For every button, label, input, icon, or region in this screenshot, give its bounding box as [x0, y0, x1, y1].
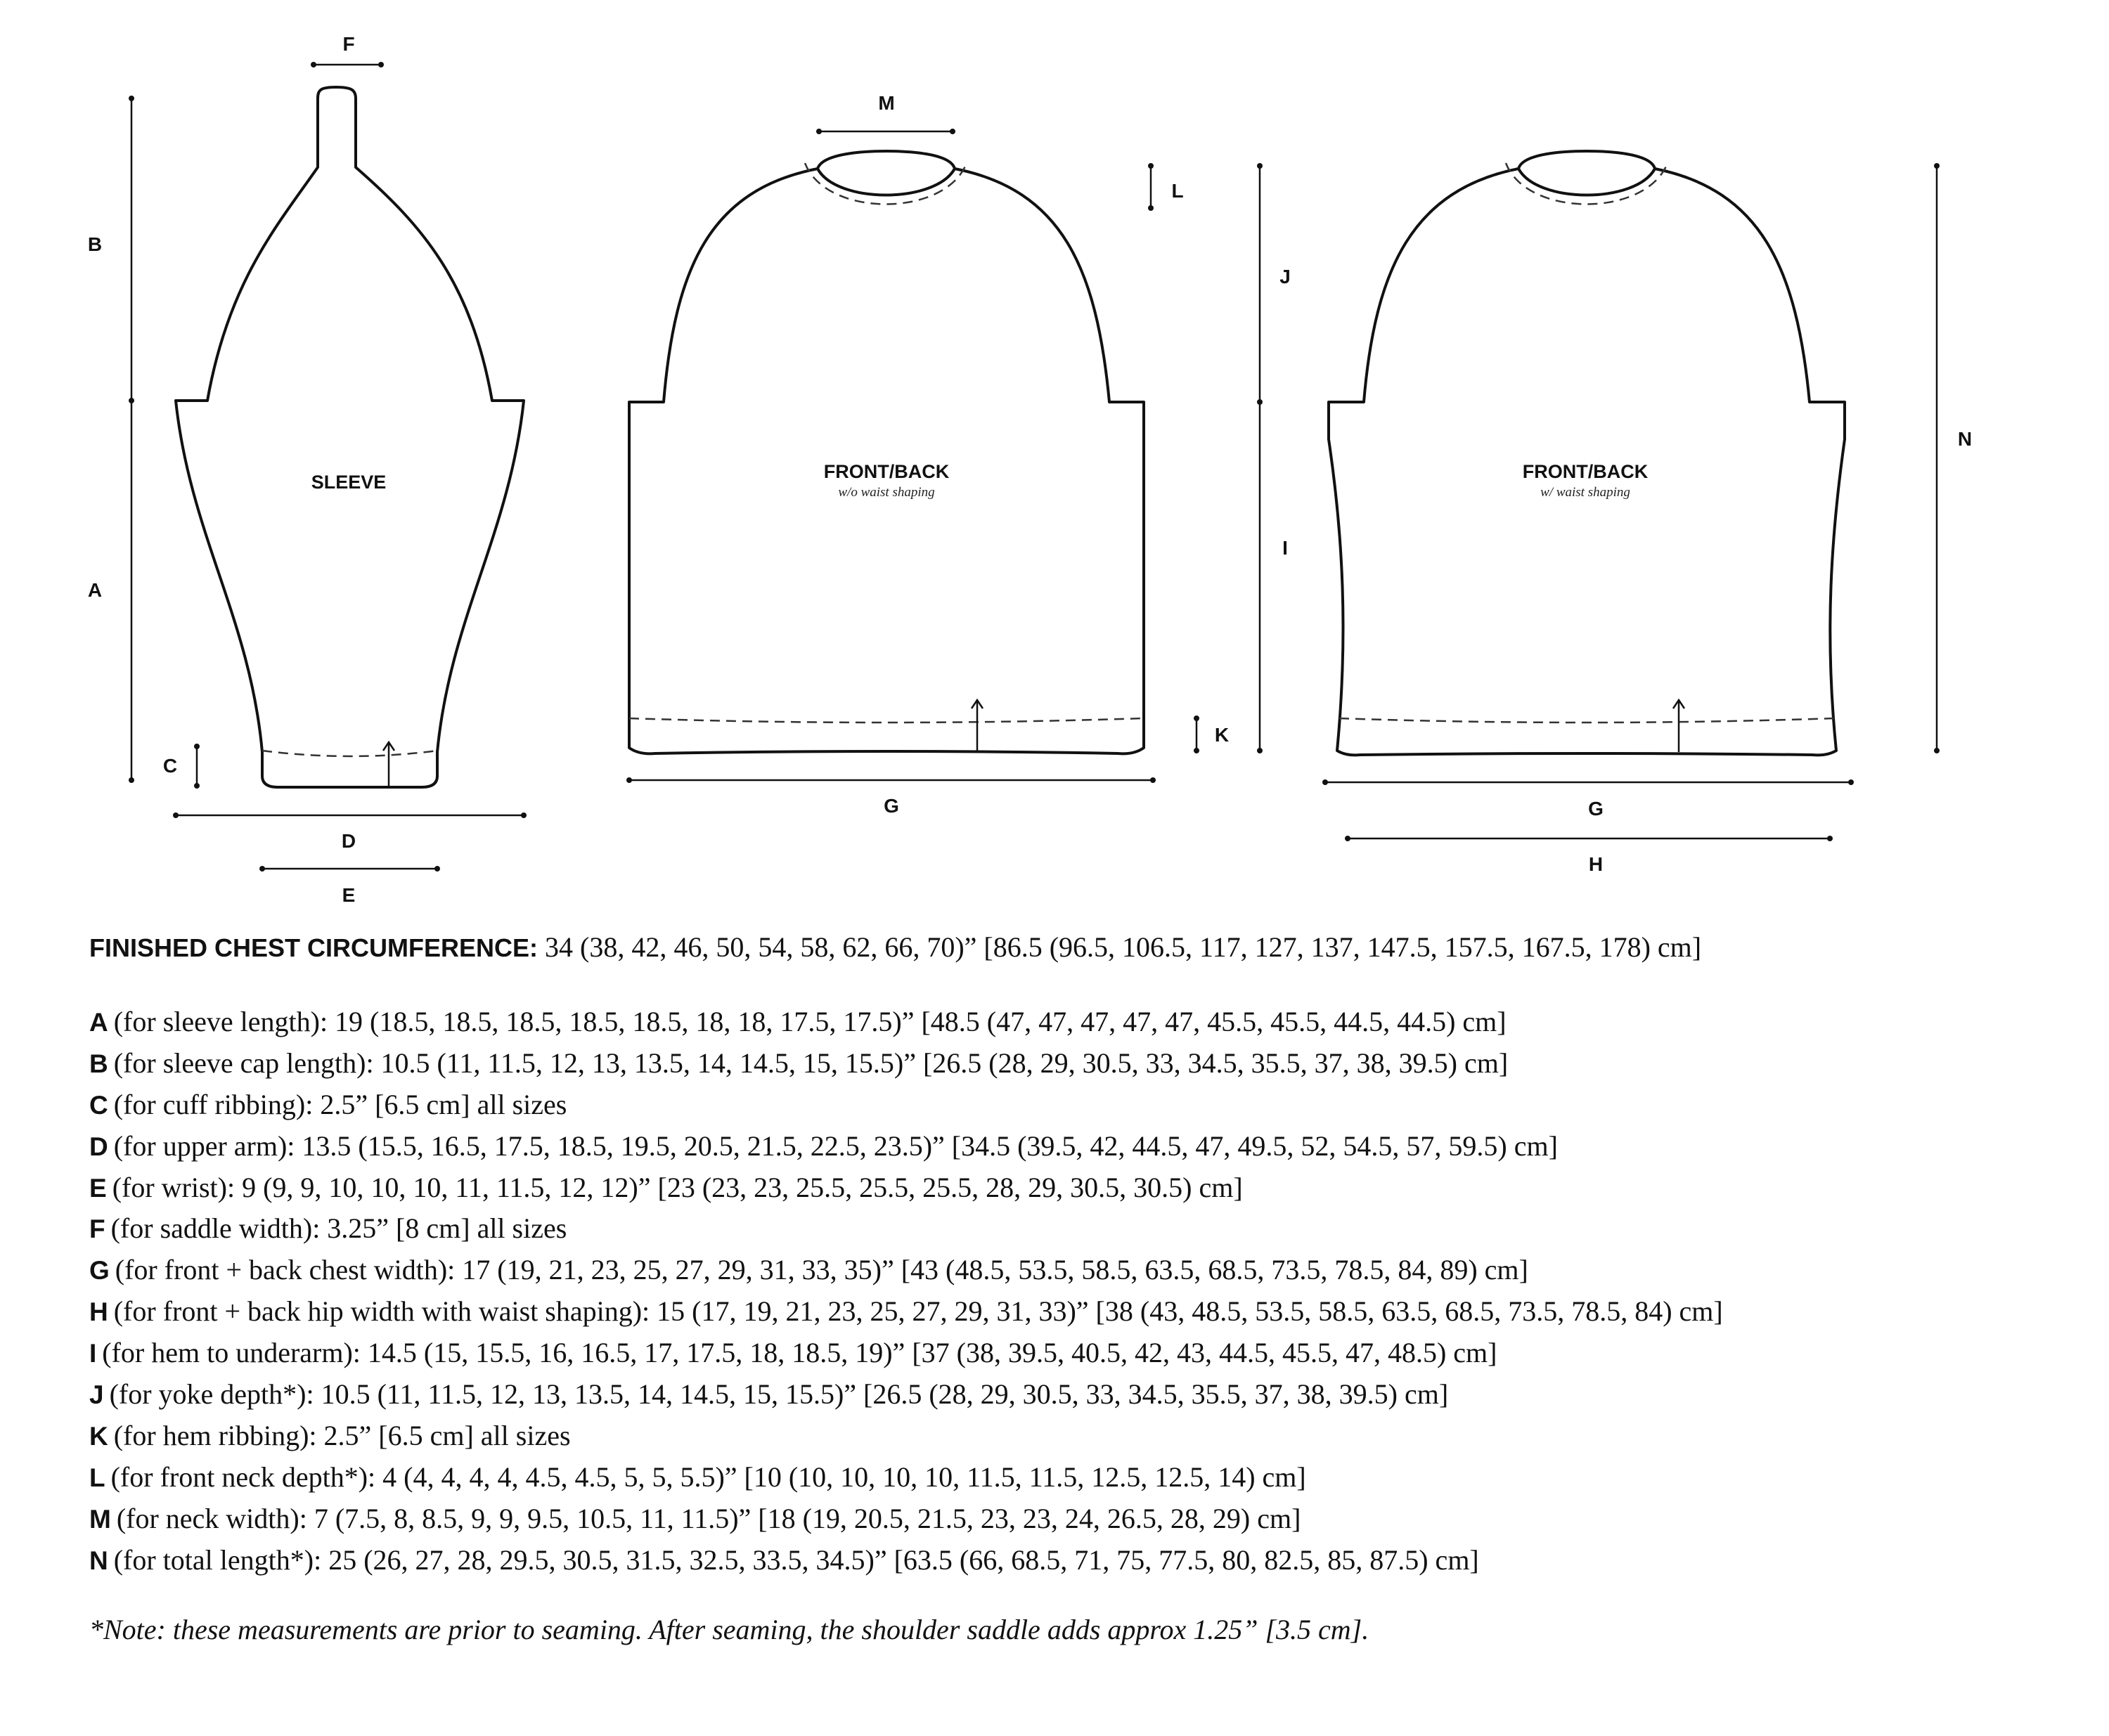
measurement-row: [89, 1457, 2100, 1498]
measurement-text: (for cuff ribbing): 2.5” [6.5 cm] all sizes: [113, 1088, 567, 1120]
dim-label-N: N: [1957, 428, 1973, 450]
dim-label-D: D: [341, 830, 356, 852]
body-plain-subtitle: w/o waist shaping: [838, 485, 935, 500]
measurement-key: A: [89, 1008, 108, 1037]
dim-label-C: C: [162, 755, 178, 777]
dim-label-L: L: [1171, 180, 1184, 202]
body-waist-subtitle: w/ waist shaping: [1540, 485, 1630, 500]
measurement-key: D: [89, 1132, 108, 1161]
neck-ribbing-waist: [1506, 163, 1668, 205]
measurement-key: L: [89, 1463, 105, 1492]
measurement-key: C: [89, 1090, 108, 1120]
dim-label-K: K: [1214, 724, 1230, 746]
measurement-key: N: [89, 1546, 108, 1575]
measurement-row: [89, 1208, 2100, 1250]
dim-label-F: F: [342, 33, 355, 55]
measurement-key: H: [89, 1297, 108, 1327]
neckline-plain: [818, 169, 955, 195]
chest-circumference: [89, 926, 2100, 969]
body-plain-title: FRONT/BACK: [823, 461, 950, 482]
measurements-section: [89, 926, 2100, 1651]
front-back-plain-piece: [629, 151, 1144, 753]
dim-label-E: E: [342, 884, 356, 906]
sleeve-title: SLEEVE: [311, 472, 387, 493]
measurement-row: [89, 1540, 2100, 1581]
measurement-row: [89, 1084, 2100, 1126]
measurement-row: [89, 1333, 2100, 1374]
measurement-key: E: [89, 1173, 107, 1203]
measurement-row: [89, 1126, 2100, 1167]
measurement-key: F: [89, 1214, 105, 1244]
measurement-text: (for hem ribbing): 2.5” [6.5 cm] all sizes: [113, 1419, 571, 1451]
dim-label-H: H: [1588, 853, 1604, 875]
measurement-text: (for sleeve length): 19 (18.5, 18.5, 18.5, 18.5, 18.5, 18, 18, 17.5, 17.5)” [48.5 (47, 47, 47, 47, 47, 45.5, 45.5, 44.5, 44.5) cm]: [113, 1006, 1507, 1037]
hem-ribbing-plain: [629, 718, 1144, 723]
front-back-waist-piece: [1329, 151, 1845, 755]
measurement-text: (for wrist): 9 (9, 9, 10, 10, 10, 11, 11.5, 12, 12)” [23 (23, 23, 25.5, 25.5, 25.5, 28, 29, 30.5, 30.5) cm]: [112, 1171, 1243, 1203]
sleeve-piece: [176, 87, 524, 787]
measurement-text: (for sleeve cap length): 10.5 (11, 11.5, 12, 13, 13.5, 14, 14.5, 15, 15.5)” [26.5 (28, 29, 30.5, 33, 34.5, 35.5, 37, 38, 39.5) cm]: [113, 1047, 1509, 1079]
dim-label-G-waist: G: [1588, 798, 1604, 820]
measurement-text: (for total length*): 25 (26, 27, 28, 29.5, 30.5, 31.5, 32.5, 33.5, 34.5)” [63.5 (66, 68.5, 71, 75, 77.5, 80, 82.5, 85, 87.5) cm]: [113, 1543, 1479, 1576]
measurement-key: G: [89, 1256, 110, 1285]
chest-label: FINISHED CHEST CIRCUMFERENCE:: [89, 933, 538, 962]
measurement-text: (for neck width): 7 (7.5, 8, 8.5, 9, 9, 9.5, 10.5, 11, 11.5)” [18 (19, 20.5, 21.5, 23, 23, 24, 26.5, 28, 29) cm]: [116, 1502, 1301, 1534]
measurement-row: [89, 1291, 2100, 1333]
measurement-text: (for upper arm): 13.5 (15.5, 16.5, 17.5, 18.5, 19.5, 20.5, 21.5, 22.5, 23.5)” [34.5 (39.5, 42, 44.5, 47, 49.5, 52, 54.5, 57, 59.5) cm]: [113, 1129, 1558, 1162]
measurement-row: [89, 1498, 2100, 1540]
dim-label-G-plain: G: [884, 795, 899, 817]
dim-label-A: A: [87, 579, 103, 601]
measurement-key: I: [89, 1339, 97, 1368]
measurement-text: (for front neck depth*): 4 (4, 4, 4, 4, 4.5, 4.5, 5, 5, 5.5)” [10 (10, 10, 10, 10, 11.5, 11.5, 12.5, 12.5, 14) cm]: [110, 1460, 1306, 1493]
measurement-key: B: [89, 1049, 108, 1078]
measurement-key: K: [89, 1421, 108, 1451]
dim-label-B: B: [87, 233, 103, 255]
measurement-row: [89, 1002, 2100, 1043]
sleeve-dimensions: [88, 33, 527, 906]
measurement-row: [89, 1043, 2100, 1084]
neckline-waist: [1518, 169, 1655, 195]
body-waist-outline: [1329, 151, 1845, 755]
hem-ribbing-waist: [1339, 718, 1835, 723]
measurement-text: (for saddle width): 3.25” [8 cm] all sizes: [110, 1212, 567, 1245]
measurement-text: (for front + back hip width with waist shaping): 15 (17, 19, 21, 23, 25, 27, 29, 31, 33)” [38 (43, 48.5, 53.5, 58.5, 63.5, 68.5, 73.5, 78.5, 84) cm]: [113, 1295, 1723, 1328]
neck-ribbing-plain: [805, 163, 967, 205]
measurement-row: [89, 1374, 2100, 1416]
dim-label-J: J: [1279, 266, 1291, 287]
measurement-text: (for front + back chest width): 17 (19, 21, 23, 25, 27, 29, 31, 33, 35)” [43 (48.5, 53.5, 58.5, 63.5, 68.5, 73.5, 78.5, 84, 89) cm]: [115, 1254, 1528, 1286]
sleeve-outline: [176, 87, 524, 787]
body-vertical-dimensions: [1257, 163, 1291, 753]
measurement-text: (for hem to underarm): 14.5 (15, 15.5, 16, 16.5, 17, 17.5, 18, 18.5, 19)” [37 (38, 39.5, 40.5, 42, 43, 44.5, 45.5, 47, 48.5) cm]: [102, 1337, 1497, 1369]
measurement-row: [89, 1167, 2100, 1209]
dim-label-M: M: [878, 92, 895, 114]
body-waist-dimensions: [1322, 163, 1972, 875]
dim-label-I: I: [1282, 537, 1288, 559]
measurement-text: (for yoke depth*): 10.5 (11, 11.5, 12, 13, 13.5, 14, 14.5, 15, 15.5)” [26.5 (28, 29, 30.5, 33, 34.5, 35.5, 37, 38, 39.5) cm]: [109, 1378, 1449, 1411]
body-plain-outline: [629, 151, 1144, 753]
chest-value: 34 (38, 42, 46, 50, 54, 58, 62, 66, 70)” [86.5 (96.5, 106.5, 117, 127, 137, 147.5, 157.5, 167.5, 178) cm]: [545, 931, 1702, 963]
body-plain-dimensions: [626, 92, 1229, 817]
measurement-key: J: [89, 1380, 104, 1410]
body-waist-title: FRONT/BACK: [1522, 461, 1649, 482]
measurement-row: [89, 1250, 2100, 1291]
measurement-row: [89, 1416, 2100, 1457]
measurement-list: [89, 1002, 2100, 1581]
cuff-ribbing-line: [262, 751, 437, 756]
measurement-key: M: [89, 1504, 111, 1534]
footnote: *Note: these measurements are prior to seaming. After seaming, the shoulder saddle adds approx 1.25” [3.5 cm].: [89, 1614, 1369, 1646]
